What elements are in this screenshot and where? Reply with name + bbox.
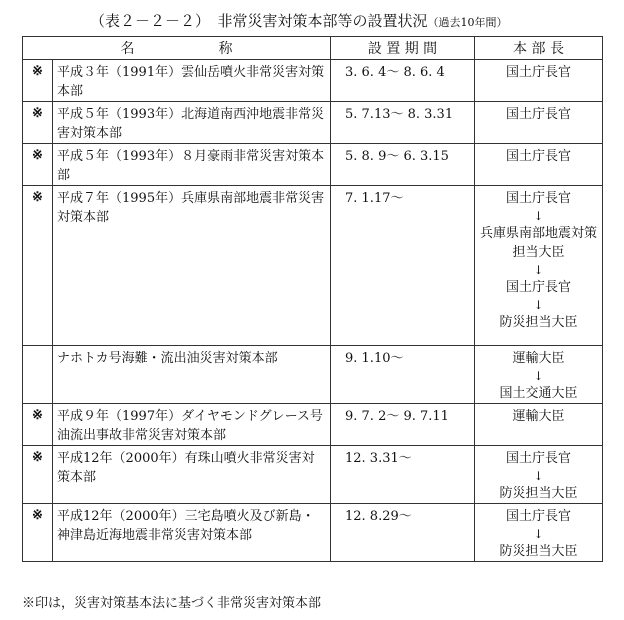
down-arrow-icon: ↓ bbox=[533, 369, 544, 383]
title-note: （過去10年間） bbox=[427, 16, 508, 29]
statutory-mark: ※ bbox=[23, 404, 53, 446]
down-arrow-icon: ↓ bbox=[533, 469, 544, 483]
chief-title: 兵庫県南部地震対策担当大臣 bbox=[479, 226, 597, 260]
footnote: ※印は，災害対策基本法に基づく非常災害対策本部 bbox=[22, 596, 322, 611]
hq-name: 平成５年（1993年）北海道南西沖地震非常災害対策本部 bbox=[53, 102, 331, 144]
down-arrow-icon: ↓ bbox=[533, 263, 544, 277]
table-row bbox=[23, 186, 603, 346]
statutory-mark bbox=[23, 346, 53, 404]
chief-title: 運輸大臣 bbox=[512, 409, 565, 424]
down-arrow-icon: ↓ bbox=[533, 209, 544, 223]
header-row bbox=[23, 37, 603, 60]
chief-title: 運輸大臣 bbox=[512, 351, 565, 366]
statutory-mark: ※ bbox=[23, 144, 53, 186]
establishment-period: 12. 3.31～ bbox=[331, 446, 475, 504]
hq-name: 平成12年（2000年）有珠山噴火非常災害対策本部 bbox=[53, 446, 331, 504]
chief-title: 防災担当大臣 bbox=[499, 315, 578, 330]
table-row bbox=[23, 404, 603, 446]
establishment-period: 12. 8.29～ bbox=[331, 504, 475, 562]
statutory-mark: ※ bbox=[23, 102, 53, 144]
chief-title: 国土庁長官 bbox=[505, 191, 571, 206]
table-row bbox=[23, 60, 603, 102]
chief-title: 国土庁長官 bbox=[505, 107, 571, 122]
down-arrow-icon: ↓ bbox=[533, 527, 544, 541]
establishment-period: 7. 1.17～ bbox=[331, 186, 475, 346]
statutory-mark: ※ bbox=[23, 446, 53, 504]
establishment-period: 9. 7. 2～ 9. 7.11 bbox=[331, 404, 475, 446]
establishment-period: 5. 8. 9～ 6. 3.15 bbox=[331, 144, 475, 186]
header-name: 名 称 bbox=[23, 37, 331, 60]
hq-name: 平成７年（1995年）兵庫県南部地震非常災害対策本部 bbox=[53, 186, 331, 346]
statutory-mark: ※ bbox=[23, 504, 53, 562]
establishment-period: 5. 7.13～ 8. 3.31 bbox=[331, 102, 475, 144]
hq-chief bbox=[475, 186, 603, 346]
hq-chief bbox=[475, 404, 603, 446]
establishment-period: 3. 6. 4～ 8. 6. 4 bbox=[331, 60, 475, 102]
hq-chief bbox=[475, 144, 603, 186]
table-row bbox=[23, 102, 603, 144]
hq-chief bbox=[475, 346, 603, 404]
table-row bbox=[23, 144, 603, 186]
hq-name: 平成３年（1991年）雲仙岳噴火非常災害対策本部 bbox=[53, 60, 331, 102]
header-period: 設 置 期 間 bbox=[331, 37, 475, 60]
establishment-period: 9. 1.10～ bbox=[331, 346, 475, 404]
disaster-hq-table bbox=[22, 36, 603, 562]
table-row bbox=[23, 504, 603, 562]
chief-title: 防災担当大臣 bbox=[499, 486, 578, 501]
header-chief: 本 部 長 bbox=[475, 37, 603, 60]
hq-chief bbox=[475, 446, 603, 504]
statutory-mark: ※ bbox=[23, 186, 53, 346]
hq-name: 平成９年（1997年）ダイヤモンドグレース号油流出事故非常災害対策本部 bbox=[53, 404, 331, 446]
hq-chief bbox=[475, 504, 603, 562]
table-title bbox=[90, 10, 508, 31]
chief-title: 国土庁長官 bbox=[505, 280, 571, 295]
hq-name: ナホトカ号海難・流出油災害対策本部 bbox=[53, 346, 331, 404]
chief-title: 国土庁長官 bbox=[505, 451, 571, 466]
table-row bbox=[23, 346, 603, 404]
hq-name: 平成５年（1993年）８月豪雨非常災害対策本部 bbox=[53, 144, 331, 186]
chief-title: 国土交通大臣 bbox=[499, 386, 578, 401]
chief-title: 国土庁長官 bbox=[505, 65, 571, 80]
hq-chief bbox=[475, 102, 603, 144]
hq-name: 平成12年（2000年）三宅島噴火及び新島・神津島近海地震非常災害対策本部 bbox=[53, 504, 331, 562]
table-row bbox=[23, 446, 603, 504]
down-arrow-icon: ↓ bbox=[533, 298, 544, 312]
chief-title: 国土庁長官 bbox=[505, 149, 571, 164]
hq-chief bbox=[475, 60, 603, 102]
chief-title: 国土庁長官 bbox=[505, 509, 571, 524]
statutory-mark: ※ bbox=[23, 60, 53, 102]
title-main: （表２－２－２） 非常災害対策本部等の設置状況 bbox=[90, 12, 428, 30]
chief-title: 防災担当大臣 bbox=[499, 544, 578, 559]
